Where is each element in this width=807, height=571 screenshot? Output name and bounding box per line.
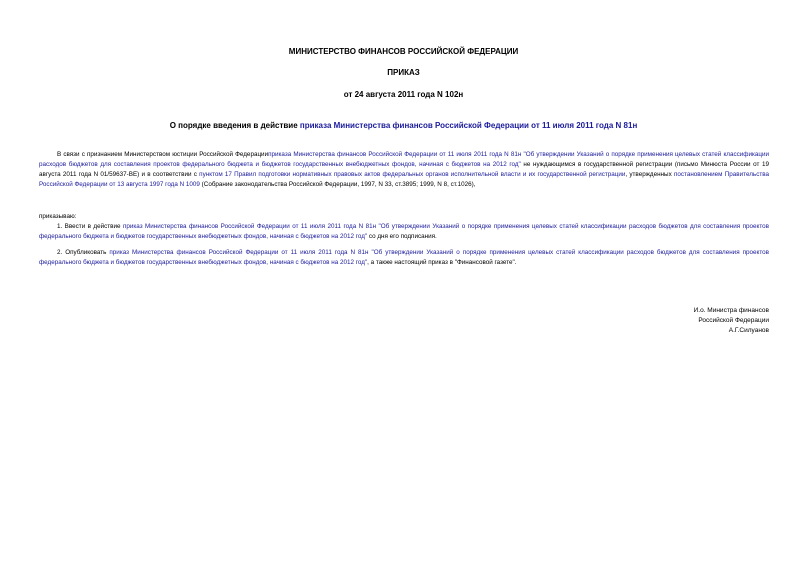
rules-item17-link[interactable]: пунктом 17 Правил подготовки нормативных правовых актов федеральных органов исполнительной власти и их государственной регистрации [199,171,626,178]
order-item-1-text: 1. Ввести в действие [57,223,123,230]
ministry-title: МИНИСТЕРСТВО ФИНАНСОВ РОССИЙСКОЙ ФЕДЕРАЦИИ [288,47,519,56]
order-item-2-link[interactable]: приказ Министерства финансов Российской Федерации от 11 июля 2011 года N 81н "Об утверждении Указаний о порядке применения целевых статей классификации расходов бюджетов для составления проектов федерального бюджета и бюджетов государственных внебюджетных фондов, начиная с бюджетов на 2012 год" [39,249,769,266]
preamble-text-3: , утвержденных [625,171,674,178]
order-item-1-tail: со дня его подписания. [367,233,437,240]
government-decree-link[interactable]: постановлением Правительства Российской Федерации от 13 августа 1997 года N 1009 [39,171,770,188]
order-item-2-tail: , а также настоящий приказ в "Финансовой газете". [367,259,517,266]
signature-name: А.Г.Силуанов [728,327,769,334]
preamble-paragraph [39,150,769,190]
document-date-number: от 24 августа 2011 года N 102н [343,90,464,99]
document-type: ПРИКАЗ [387,68,420,77]
orders-intro: приказываю: [39,213,77,220]
signature-position: И.о. Министра финансов [693,307,769,314]
subject-prefix: О порядке введения в действие [169,121,300,130]
order-81n-link[interactable]: приказа Министерства финансов Российской Федерации от 11 июля 2011 года N 81н "Об утверждении Указаний о порядке применения целевых статей классификации расходов бюджетов для составления проектов федерального бюджета и бюджетов государственных внебюджетных фондов, начиная с бюджетов на 2012 год" [39,151,769,168]
order-item-2 [39,248,769,268]
order-item-1 [39,222,769,242]
preamble-text-1: В связи с признанием Министерством юстиции Российской Федерации [57,151,269,158]
subject-link[interactable]: приказа Министерства финансов Российской Федерации от 11 июля 2011 года N 81н [299,121,638,130]
order-item-2-text: 2. Опубликовать [57,249,110,256]
preamble-text-4: (Собрание законодательства Российской Федерации, 1997, N 33, ст.3895; 1999, N 8, ст.1026), [199,181,476,188]
signature-block [694,306,769,336]
preamble-text-2: не нуждающимся в государственной регистрации (письмо Минюста России от 19 августа 2011 года N 01/59637-ВЕ) и в соответствии с [39,161,769,178]
signature-country: Российской Федерации [698,317,769,324]
document-subject [0,121,807,130]
order-item-1-link[interactable]: приказ Министерства финансов Российской Федерации от 11 июля 2011 года N 81н "Об утверждении Указаний о порядке применения целевых статей классификации расходов бюджетов для составления проектов федерального бюджета и бюджетов государственных внебюджетных фондов, начиная с бюджетов на 2012 год" [39,223,769,240]
orders-section [39,212,769,268]
